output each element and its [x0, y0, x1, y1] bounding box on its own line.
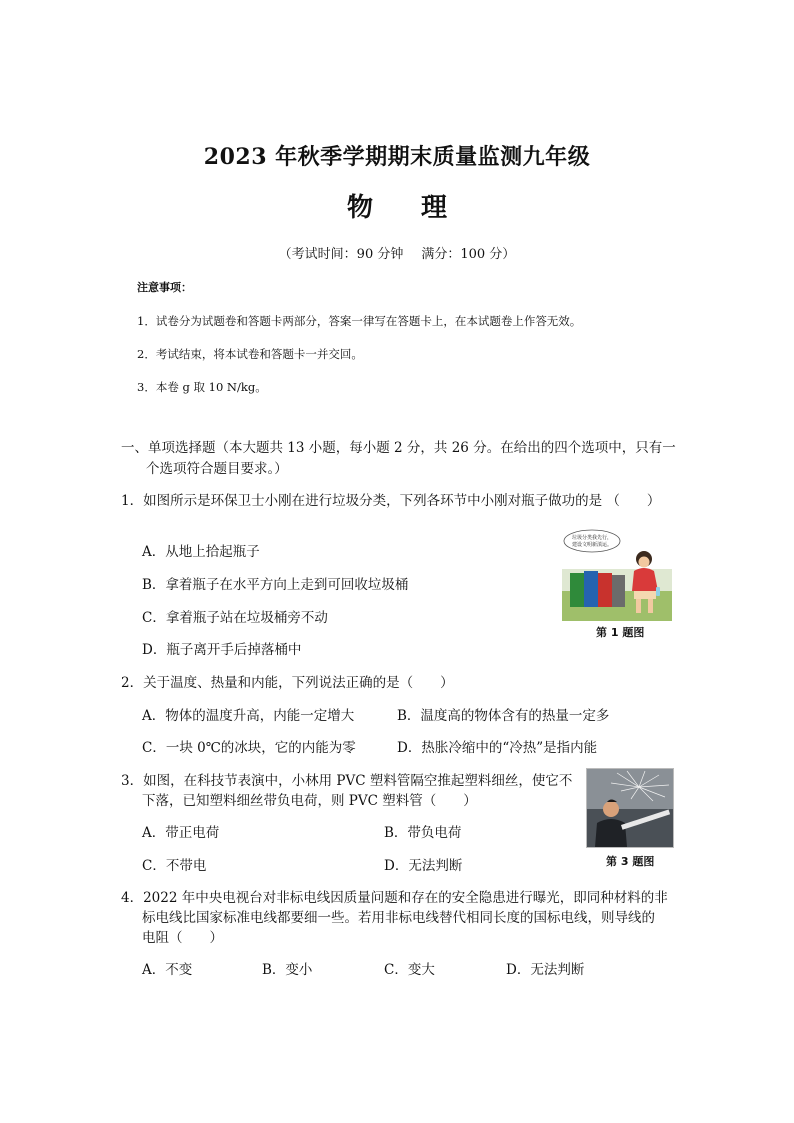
question-3-option-b: B．带负电荷: [384, 825, 462, 841]
question-4-option-c: C．变大: [384, 962, 435, 978]
figure-3-image: [586, 768, 674, 848]
notes-heading: 注意事项：: [137, 281, 192, 294]
question-1-option-d: D．瓶子离开手后掉落桶中: [142, 642, 302, 658]
note-item: 3．本卷 g 取 10 N/kg。: [137, 380, 267, 394]
question-2-option-a: A．物体的温度升高，内能一定增大: [142, 708, 355, 724]
question-2-option-d: D．热胀冷缩中的“冷热”是指内能: [397, 740, 598, 756]
speech-bubble-line-1: 垃圾分类我先行，: [571, 535, 613, 541]
question-2-option-b: B．温度高的物体含有的热量一定多: [397, 708, 610, 724]
figure-1-caption: 第 1 题图: [596, 626, 645, 639]
figure-3-caption: 第 3 题图: [606, 855, 655, 868]
garbage-sorting-illustration: [562, 529, 672, 621]
bin-green-icon: [570, 573, 584, 607]
question-1-option-b: B．拿着瓶子在水平方向上走到可回收垃圾桶: [142, 577, 409, 593]
question-3-stem: 3．如图，在科技节表演中，小林用 PVC 塑料管隔空推起塑料细丝，使它不: [121, 773, 573, 789]
exam-title: 2023 年秋季学期期末质量监测九年级: [203, 144, 591, 170]
section-heading: 一、单项选择题（本大题共 13 小题，每小题 2 分，共 26 分。在给出的四个选项中，只有一: [121, 440, 676, 456]
question-4-option-d: D．无法判断: [506, 962, 585, 978]
bin-gray-icon: [612, 575, 625, 607]
question-1-stem: 1．如图所示是环保卫士小刚在进行垃圾分类，下列各环节中小刚对瓶子做功的是 （ ）: [121, 493, 661, 509]
question-2-option-c: C．一块 0℃的冰块，它的内能为零: [142, 740, 356, 756]
question-3-option-a: A．带正电荷: [142, 825, 220, 841]
bin-blue-icon: [584, 571, 598, 607]
question-4-stem-cont: 电阻（ ）: [142, 930, 223, 946]
exam-time: （考试时间：90 分钟: [278, 247, 404, 262]
subject-char-1: 物: [346, 193, 373, 223]
question-2-stem: 2．关于温度、热量和内能，下列说法正确的是（ ）: [121, 675, 454, 691]
bin-red-icon: [598, 573, 612, 607]
question-3-option-d: D．无法判断: [384, 858, 463, 874]
question-4-stem: 4．2022 年中央电视台对非标电线因质量问题和存在的安全隐患进行曝光，即同种材料的非: [121, 890, 668, 906]
exam-score: 满分：100 分）: [421, 247, 516, 262]
figure-1-image: [562, 529, 672, 621]
subject-char-2: 理: [421, 193, 448, 223]
question-4-stem-cont: 标电线比国家标准电线都要细一些。若用非标电线替代相同长度的国标电线，则导线的: [142, 910, 655, 926]
pvc-demo-photo: [587, 769, 673, 847]
speech-bubble-line-2: 建设文明新滇运。: [571, 542, 613, 548]
question-1-option-c: C．拿着瓶子站在垃圾桶旁不动: [142, 610, 328, 626]
section-heading-cont: 个选项符合题目要求。）: [146, 461, 288, 477]
exam-info: [0, 243, 794, 262]
question-3-option-c: C．不带电: [142, 858, 207, 874]
question-4-option-a: A．不变: [142, 962, 193, 978]
question-1-option-a: A．从地上拾起瓶子: [142, 544, 260, 560]
subject-title: [0, 187, 794, 224]
note-item: 2．考试结束，将本试卷和答题卡一并交回。: [137, 347, 363, 361]
note-item: 1．试卷分为试题卷和答题卡两部分，答案一律写在答题卡上，在本试题卷上作答无效。: [137, 314, 582, 328]
question-4-option-b: B．变小: [262, 962, 313, 978]
question-3-stem-cont: 下落，已知塑料细丝带负电荷，则 PVC 塑料管（ ）: [142, 793, 477, 809]
